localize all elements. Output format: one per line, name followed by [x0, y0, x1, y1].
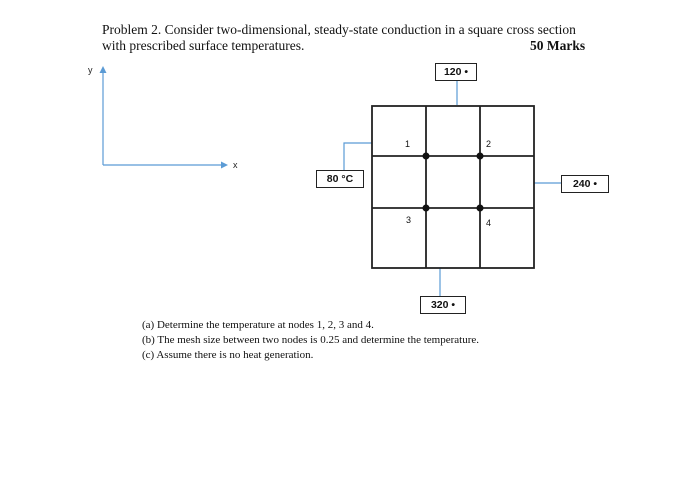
- node-2-label: 2: [486, 139, 492, 149]
- x-axis-arrowhead: [221, 162, 228, 169]
- marks-label: 50 Marks: [530, 38, 586, 53]
- question-a: (a) Determine the temperature at nodes 1, 2, 3 and 4.: [142, 319, 374, 331]
- node-4-label: 4: [486, 218, 492, 228]
- question-c: (c) Assume there is no heat generation.: [142, 349, 314, 361]
- x-axis-label: x: [233, 160, 238, 170]
- grid-outline: [372, 106, 534, 268]
- y-axis-label: y: [88, 65, 93, 75]
- node-4-point: [477, 205, 484, 212]
- left-connector: [344, 143, 372, 170]
- node-1-label: 1: [405, 139, 411, 149]
- left-temperature-label: 80 °C: [316, 170, 364, 188]
- node-3-label: 3: [406, 215, 412, 225]
- node-2-point: [477, 153, 484, 160]
- node-1-point: [423, 153, 430, 160]
- bottom-temperature-label: 320 •: [420, 296, 466, 314]
- node-3-point: [423, 205, 430, 212]
- y-axis-arrowhead: [100, 66, 107, 73]
- top-temperature-label: 120 •: [435, 63, 477, 81]
- problem-statement-line-1: Problem 2. Consider two-dimensional, steady-state conduction in a square cross section: [102, 22, 576, 37]
- problem-statement-line-2: with prescribed surface temperatures.: [102, 38, 305, 53]
- right-temperature-label: 240 •: [561, 175, 609, 193]
- question-b: (b) The mesh size between two nodes is 0.25 and determine the temperature.: [142, 334, 480, 346]
